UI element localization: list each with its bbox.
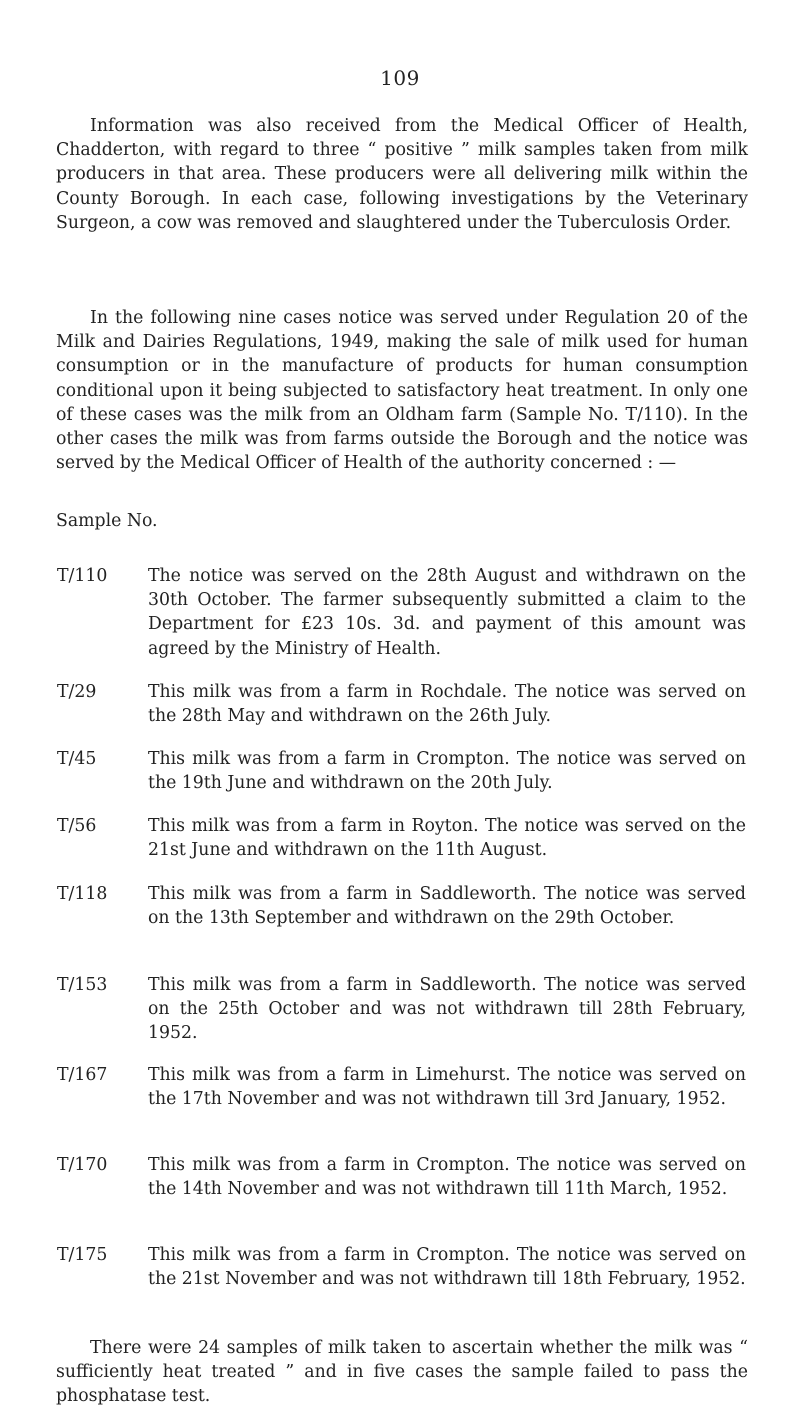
sample-number: T/170 xyxy=(57,1155,108,1175)
regulation-paragraph: In the following nine cases notice was served under Regulation 20 of the Milk and Dairies Regulations, 1949, making the sale of milk used for human consumption or in the manufacture of products for human consumption conditional upon it being subjected to satisfactory heat treatment. In only one of these cases was the milk from an Oldham farm (Sample No. T/110). In the other cases the milk was from farms outside the Borough and the notice was served by the Medical Officer of Health of the authority concerned : — xyxy=(56,308,748,474)
sample-number: T/29 xyxy=(57,682,97,702)
sample-number: T/45 xyxy=(57,749,97,769)
intro-paragraph: Information was also received from the Medical Officer of Health, Chadderton, with regard to three “ positive ” milk samples taken from milk producers in that area. These producers were all delivering milk within the County Borough. In each case, following investigations by the Veterinary Surgeon, a cow was removed and slaughtered under the Tuberculosis Order. xyxy=(56,116,748,233)
sample-description: The notice was served on the 28th August and withdrawn on the 30th October. The farmer subsequently submitted a claim to the Department for £23 10s. 3d. and payment of this amount was agreed by the Ministry of Health. xyxy=(148,566,746,659)
closing-paragraph: There were 24 samples of milk taken to ascertain whether the milk was “ sufficiently heat treated ” and in five cases the sample failed to pass the phosphatase test. xyxy=(56,1338,748,1407)
sample-description: This milk was from a farm in Rochdale. The notice was served on the 28th May and withdrawn on the 26th July. xyxy=(148,682,746,727)
sample-number: T/175 xyxy=(57,1245,108,1265)
sample-description: This milk was from a farm in Royton. The notice was served on the 21st June and withdrawn on the 11th August. xyxy=(148,816,746,861)
sample-number: T/110 xyxy=(57,566,108,586)
sample-description: This milk was from a farm in Saddleworth. The notice was served on the 25th October and was not withdrawn till 28th February, 1952. xyxy=(148,975,746,1044)
sample-number: T/167 xyxy=(57,1065,108,1085)
samples-heading: Sample No. xyxy=(56,511,158,531)
sample-description: This milk was from a farm in Crompton. The notice was served on the 14th November and was not withdrawn till 11th March, 1952. xyxy=(148,1155,746,1200)
sample-description: This milk was from a farm in Saddleworth. The notice was served on the 13th September and withdrawn on the 29th October. xyxy=(148,884,746,929)
page-number: 109 xyxy=(380,66,420,90)
sample-description: This milk was from a farm in Limehurst. The notice was served on the 17th November and was not withdrawn till 3rd January, 1952. xyxy=(148,1065,746,1110)
sample-number: T/56 xyxy=(57,816,97,836)
sample-description: This milk was from a farm in Crompton. The notice was served on the 19th June and withdrawn on the 20th July. xyxy=(148,749,746,794)
sample-description: This milk was from a farm in Crompton. The notice was served on the 21st November and was not withdrawn till 18th February, 1952. xyxy=(148,1245,746,1290)
sample-number: T/118 xyxy=(57,884,108,904)
sample-number: T/153 xyxy=(57,975,108,995)
